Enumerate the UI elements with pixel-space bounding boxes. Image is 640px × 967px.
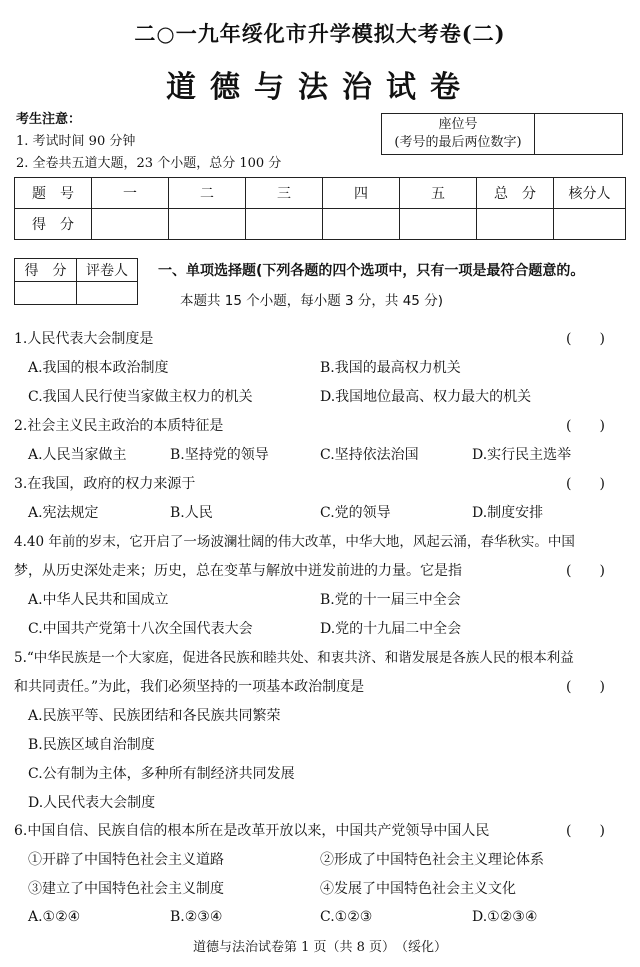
score-header-row (15, 178, 626, 209)
page-footer: 道德与法治试卷第 1 页（共 8 页） （绥化） (192, 940, 448, 955)
question-1-options (0, 387, 640, 407)
question-stem: 4.40 年前的岁末，它开启了一场波澜壮阔的伟大改革，中华大地，风起云涌，春华秋实。中国 (14, 534, 575, 550)
score-table (14, 177, 626, 240)
question-4 (0, 532, 640, 552)
question-6-items (0, 879, 640, 899)
seat-number-field[interactable] (535, 114, 623, 155)
option-b[interactable]: B.坚持党的领导 (170, 447, 269, 463)
score-header-cell: 一 (92, 178, 169, 209)
option-c[interactable]: C.坚持依法治国 (320, 447, 419, 463)
answer-blank[interactable]: ( ) (566, 331, 605, 347)
grader-score-field[interactable] (15, 282, 77, 305)
option-c[interactable]: C.中国共产党第十八次全国代表大会 (28, 621, 253, 637)
section-heading: 一、单项选择题(下列各题的四个选项中，只有一项是最符合题意的。 (158, 263, 585, 279)
score-cell[interactable] (323, 209, 400, 240)
section-instructions: 本题共 15 个小题，每小题 3 分，共 45 分) (180, 293, 443, 309)
option-d[interactable]: D.①②③④ (472, 909, 538, 925)
question-6-items (0, 850, 640, 870)
question-4-options (0, 590, 640, 610)
option-d[interactable]: D.党的十九届二中全会 (320, 621, 462, 637)
question-5-option-d (0, 793, 640, 813)
notice-line-2: 2. 全卷共五道大题，23 个小题，总分 100 分 (16, 156, 282, 171)
grader-score-label: 得 分 (15, 259, 77, 282)
option-a[interactable]: A.民族平等、民族团结和各民族共同繁荣 (28, 708, 281, 724)
question-1-options (0, 358, 640, 378)
option-a[interactable]: A.人民当家做主 (28, 447, 127, 463)
statement-3: ③建立了中国特色社会主义制度 (28, 881, 224, 897)
statement-4: ④发展了中国特色社会主义文化 (320, 881, 516, 897)
question-5-option-b (0, 735, 640, 755)
question-1 (0, 329, 640, 349)
seat-label: 座位号 (438, 117, 478, 132)
grader-name-field[interactable] (77, 282, 138, 305)
score-cell[interactable] (169, 209, 246, 240)
question-6 (0, 821, 640, 841)
question-5 (0, 648, 640, 668)
question-6-options (0, 907, 640, 927)
option-d[interactable]: D.制度安排 (472, 505, 544, 521)
answer-blank[interactable]: ( ) (566, 476, 605, 492)
score-cell[interactable] (92, 209, 169, 240)
notice-line-1: 1. 考试时间 90 分钟 (16, 134, 136, 149)
seat-number-box (381, 113, 623, 155)
option-a[interactable]: A.中华人民共和国成立 (28, 592, 169, 608)
statement-2: ②形成了中国特色社会主义理论体系 (320, 852, 544, 868)
question-5-option-a (0, 706, 640, 726)
answer-blank[interactable]: ( ) (566, 563, 605, 579)
question-5-cont (0, 677, 640, 697)
answer-blank[interactable]: ( ) (566, 679, 605, 695)
score-header-cell: 四 (323, 178, 400, 209)
option-b[interactable]: B.人民 (170, 505, 213, 521)
score-value-row (15, 209, 626, 240)
score-cell[interactable] (246, 209, 323, 240)
option-b[interactable]: B.党的十一届三中全会 (320, 592, 461, 608)
notice-heading: 考生注意： (16, 112, 82, 127)
option-d[interactable]: D.我国地位最高、权力最大的机关 (320, 389, 532, 405)
option-a[interactable]: A.宪法规定 (28, 505, 99, 521)
grader-box (14, 258, 138, 305)
score-row-label: 得 分 (15, 209, 92, 240)
option-c[interactable]: C.①②③ (320, 909, 373, 925)
exam-subject-title: 道德与法治试卷 (166, 70, 474, 105)
question-3-options (0, 503, 640, 523)
question-stem-cont: 和共同责任。”为此，我们必须坚持的一项基本政治制度是 (14, 679, 365, 695)
answer-blank[interactable]: ( ) (566, 418, 605, 434)
question-stem: 1.人民代表大会制度是 (14, 331, 154, 347)
option-b[interactable]: B.民族区域自治制度 (28, 737, 155, 753)
question-stem: 2.社会主义民主政治的本质特征是 (14, 418, 224, 434)
score-cell[interactable] (477, 209, 554, 240)
option-d[interactable]: D.人民代表大会制度 (28, 795, 156, 811)
question-stem: 3.在我国，政府的权力来源于 (14, 476, 196, 492)
seat-label-note: (考号的最后两位数字) (394, 135, 522, 150)
option-a[interactable]: A.我国的根本政治制度 (28, 360, 169, 376)
option-c[interactable]: C.公有制为主体，多种所有制经济共同发展 (28, 766, 295, 782)
score-cell[interactable] (400, 209, 477, 240)
option-c[interactable]: C.我国人民行使当家做主权力的机关 (28, 389, 253, 405)
option-c[interactable]: C.党的领导 (320, 505, 391, 521)
score-header-cell: 总 分 (477, 178, 554, 209)
question-4-options (0, 619, 640, 639)
question-stem: 5.“中华民族是一个大家庭，促进各民族和睦共处、和衷共济、和谐发展是各族人民的根本利益 (14, 650, 574, 666)
question-3 (0, 474, 640, 494)
option-b[interactable]: B.我国的最高权力机关 (320, 360, 461, 376)
question-stem-cont: 梦，从历史深处走来；历史，总在变革与解放中迸发前进的力量。它是指 (14, 563, 462, 579)
grader-name-label: 评卷人 (77, 259, 138, 282)
score-header-cell: 二 (169, 178, 246, 209)
question-4-cont (0, 561, 640, 581)
statement-1: ①开辟了中国特色社会主义道路 (28, 852, 224, 868)
score-cell[interactable] (554, 209, 626, 240)
score-header-cell: 题 号 (15, 178, 92, 209)
option-b[interactable]: B.②③④ (170, 909, 223, 925)
question-2-options (0, 445, 640, 465)
question-5-option-c (0, 764, 640, 784)
score-header-cell: 五 (400, 178, 477, 209)
option-d[interactable]: D.实行民主选举 (472, 447, 572, 463)
question-2 (0, 416, 640, 436)
exam-title: 二○一九年绥化市升学模拟大考卷(二) (134, 21, 506, 46)
score-header-cell: 三 (246, 178, 323, 209)
answer-blank[interactable]: ( ) (566, 823, 605, 839)
score-header-cell: 核分人 (554, 178, 626, 209)
option-a[interactable]: A.①②④ (28, 909, 81, 925)
question-stem: 6.中国自信、民族自信的根本所在是改革开放以来，中国共产党领导中国人民 (14, 823, 490, 839)
